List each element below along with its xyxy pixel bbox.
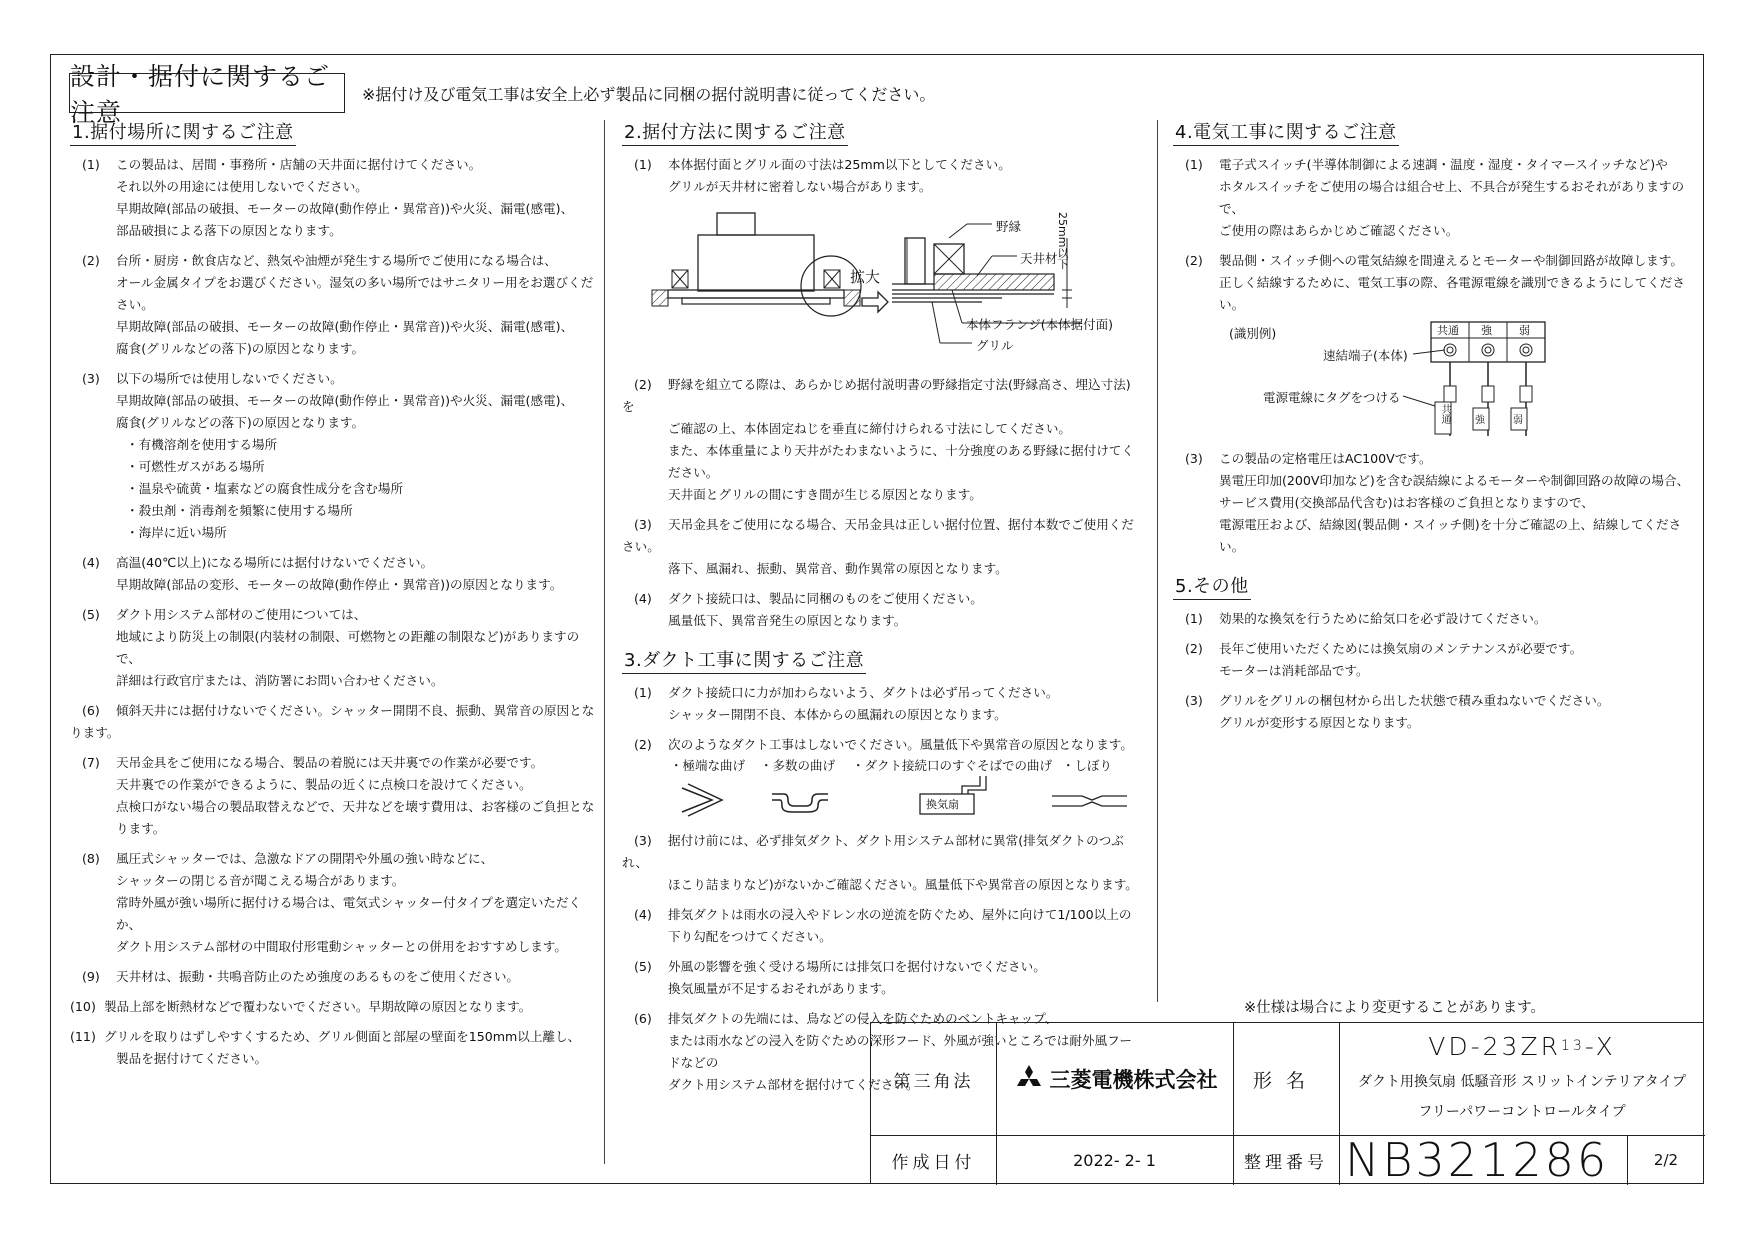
list-item bbox=[622, 588, 1142, 632]
model-description-1: ダクト用換気扇 低騒音形 スリットインテリアタイプ bbox=[1358, 1074, 1686, 1090]
model-label: 形名 bbox=[1252, 1069, 1319, 1092]
model-suffix: -X bbox=[1584, 1031, 1616, 1061]
column-left bbox=[70, 118, 600, 1084]
item-text: ほこり詰まりなど)がないかご確認ください。風量低下や異常音の原因となります。 bbox=[668, 877, 1138, 892]
item-first-line bbox=[622, 956, 1142, 978]
item-text: また、本体重量により天井がたわまないように、十分強度のある野縁に据付けてください。 bbox=[668, 443, 1134, 480]
item-number: (3) bbox=[1185, 451, 1203, 466]
duct-figure bbox=[622, 756, 1142, 822]
column-divider bbox=[604, 120, 605, 1164]
enlarge-label: 拡大 bbox=[850, 268, 881, 286]
item-text: 風圧式シャッターでは、急激なドアの開閉や外風の強い時などに、 bbox=[116, 851, 494, 866]
item-number: (1) bbox=[82, 157, 100, 172]
terminal-strong: 強 bbox=[1481, 324, 1492, 337]
duct-label: ・ダクト接続口のすぐそばでの曲げ bbox=[852, 758, 1053, 773]
item-number: (5) bbox=[82, 607, 100, 622]
section-installation-method bbox=[622, 118, 1142, 632]
number-label: 整理番号 bbox=[1244, 1152, 1328, 1173]
example-label: (識別例) bbox=[1229, 326, 1277, 341]
item-text: 製品側・スイッチ側への電気結線を間違えるとモーターや制御回路が故障します。 bbox=[1219, 253, 1683, 268]
item-text: グリルが変形する原因となります。 bbox=[1219, 715, 1420, 730]
item-first-line bbox=[622, 904, 1142, 926]
item-first-line bbox=[622, 374, 1142, 418]
terminal-weak: 弱 bbox=[1519, 324, 1530, 337]
tag-common: 共通 bbox=[1439, 404, 1450, 424]
list-item bbox=[70, 966, 600, 988]
item-number: (2) bbox=[82, 253, 100, 268]
item-number: (4) bbox=[634, 907, 652, 922]
item-text: サービス費用(交換部品代含む)はお客様のご負担となりますので、 bbox=[1219, 495, 1594, 510]
mitsubishi-logo-icon bbox=[1012, 1064, 1046, 1094]
model-sub: 13 bbox=[1560, 1038, 1585, 1054]
item-list bbox=[1173, 154, 1693, 316]
item-first-line bbox=[70, 752, 600, 774]
column-middle bbox=[622, 118, 1142, 1110]
item-number: (9) bbox=[82, 969, 100, 984]
item-text: 地域により防災上の制限(内装材の制限、可燃物との距離の制限など)がありますので、 bbox=[116, 629, 580, 666]
installation-figure bbox=[622, 198, 1142, 366]
item-first-line bbox=[1173, 638, 1693, 660]
list-item bbox=[70, 752, 600, 840]
item-text: 台所・厨房・飲食店など、熱気や油煙が発生する場所でご使用になる場合は、 bbox=[116, 253, 557, 268]
section-electrical-work bbox=[1173, 118, 1693, 558]
item-text: 傾斜天井には据付けないでください。シャッター開閉不良、振動、異常音の原因となります。 bbox=[70, 703, 595, 740]
list-item bbox=[1173, 448, 1693, 558]
item-text: 以下の場所では使用しないでください。 bbox=[116, 371, 343, 386]
item-first-line bbox=[70, 368, 600, 390]
page-number: 2/2 bbox=[1653, 1151, 1679, 1169]
item-text: ご確認の上、本体固定ねじを垂直に締付けられる寸法にしてください。 bbox=[668, 421, 1071, 436]
item-text: ダクト用システム部材のご使用については、 bbox=[116, 607, 367, 622]
bullet-item: ・海岸に近い場所 bbox=[126, 525, 227, 540]
item-list bbox=[622, 374, 1142, 632]
item-text: シャッターの閉じる音が聞こえる場合があります。 bbox=[116, 873, 405, 888]
item-text: 天井材は、振動・共鳴音防止のため強度のあるものをご使用ください。 bbox=[116, 969, 519, 984]
item-text: 排気ダクトは雨水の浸入やドレン水の逆流を防ぐため、屋外に向けて1/100以上の bbox=[668, 907, 1132, 922]
item-first-line bbox=[70, 966, 600, 988]
list-item bbox=[622, 956, 1142, 1000]
item-list bbox=[70, 154, 600, 1070]
model-number bbox=[1339, 1029, 1705, 1063]
item-first-line bbox=[1173, 250, 1693, 272]
column-divider bbox=[1157, 120, 1158, 1002]
grille-label: グリル bbox=[976, 338, 1014, 353]
terminal-common: 共通 bbox=[1437, 324, 1459, 337]
item-text: 電子式スイッチ(半導体制御による速調・温度・湿度・タイマースイッチなど)や bbox=[1219, 157, 1668, 172]
list-item bbox=[70, 250, 600, 360]
tag-weak: 弱 bbox=[1513, 415, 1523, 426]
item-number: (2) bbox=[1185, 641, 1203, 656]
flange-label: 本体フランジ(本体据付面) bbox=[966, 317, 1113, 332]
item-text: または雨水などの浸入を防ぐための深形フード、外風が強いところでは耐外風フードなどの bbox=[668, 1033, 1132, 1070]
title-block bbox=[870, 1022, 1704, 1187]
section-heading: 3.ダクト工事に関するご注意 bbox=[622, 646, 866, 674]
spec-note: ※仕様は場合により変更することがあります。 bbox=[1244, 1000, 1545, 1016]
item-text: 風量低下、異常音発生の原因となります。 bbox=[668, 613, 907, 628]
item-number: (1) bbox=[634, 685, 652, 700]
duct-label: ・極端な曲げ bbox=[670, 758, 746, 773]
item-text: グリルを取りはずしやすくするため、グリル側面と部屋の壁面を150mm以上離し、 bbox=[104, 1029, 581, 1044]
header-note: ※据付け及び電気工事は安全上必ず製品に同梱の据付説明書に従ってください。 bbox=[362, 85, 936, 104]
item-text: シャッター開閉不良、本体からの風漏れの原因となります。 bbox=[668, 707, 1007, 722]
terminal-label: 速結端子(本体) bbox=[1323, 348, 1408, 363]
duct-label: ・多数の曲げ bbox=[760, 758, 836, 773]
item-text: 長年ご使用いただくためには換気扇のメンテナンスが必要です。 bbox=[1219, 641, 1583, 656]
item-number: (6) bbox=[634, 1011, 652, 1026]
list-item bbox=[1173, 154, 1693, 242]
item-text: 異電圧印加(200V印加など)を含む誤結線によるモーターや制御回路の故障の場合、 bbox=[1219, 473, 1690, 488]
item-number: (1) bbox=[634, 157, 652, 172]
list-item bbox=[622, 374, 1142, 506]
drawing-number: NB321286 bbox=[1345, 1133, 1610, 1187]
item-text: 次のようなダクト工事はしないでください。風量低下や異常音の原因となります。 bbox=[668, 737, 1133, 752]
date-value: 2022- 2- 1 bbox=[1073, 1150, 1156, 1170]
list-item bbox=[622, 734, 1142, 756]
item-number: (3) bbox=[634, 833, 652, 848]
item-text: ダクト接続口に力が加わらないよう、ダクトは必ず吊ってください。 bbox=[668, 685, 1059, 700]
item-text: 外風の影響を強く受ける場所には排気口を据付けないでください。 bbox=[668, 959, 1046, 974]
item-text: 据付け前には、必ず排気ダクト、ダクト用システム部材に異常(排気ダクトのつぶれ、 bbox=[622, 833, 1124, 870]
item-text: 正しく結線するために、電気工事の際、各電源電線を識別できるようにしてください。 bbox=[1219, 275, 1685, 312]
section-heading: 1.据付場所に関するご注意 bbox=[70, 118, 296, 146]
item-text: ホタルスイッチをご使用の場合は組合せ上、不具合が発生するおそれがありますので、 bbox=[1219, 179, 1685, 216]
item-text: 早期故障(部品の破損、モーターの故障(動作停止・異常音))や火災、漏電(感電)、 bbox=[116, 201, 574, 216]
list-item bbox=[70, 996, 600, 1018]
item-number: (1) bbox=[1185, 157, 1203, 172]
item-first-line bbox=[70, 552, 600, 574]
list-item bbox=[1173, 638, 1693, 682]
item-first-line bbox=[622, 830, 1142, 874]
list-item bbox=[1173, 250, 1693, 316]
item-text: ダクト用システム部材を据付けてください。 bbox=[668, 1077, 919, 1092]
date-label: 作成日付 bbox=[891, 1152, 976, 1173]
list-item bbox=[70, 700, 600, 744]
item-number: (3) bbox=[82, 371, 100, 386]
item-text: 天井裏での作業ができるように、製品の近くに点検口を設けてください。 bbox=[116, 777, 532, 792]
list-item bbox=[70, 604, 600, 692]
list-item bbox=[622, 830, 1142, 896]
projection-method: 第三角法 bbox=[893, 1071, 974, 1092]
section-heading: 5.その他 bbox=[1173, 572, 1251, 600]
list-item bbox=[1173, 608, 1693, 630]
section-heading: 4.電気工事に関するご注意 bbox=[1173, 118, 1399, 146]
bullet-item: ・可燃性ガスがある場所 bbox=[126, 459, 265, 474]
list-item bbox=[622, 682, 1142, 726]
item-text: 詳細は行政官庁または、消防署にお問い合わせください。 bbox=[116, 673, 444, 688]
item-text: 天吊金具をご使用になる場合、天吊金具は正しい据付位置、据付本数でご使用ください。 bbox=[622, 517, 1134, 554]
item-text: 換気風量が不足するおそれがあります。 bbox=[668, 981, 894, 996]
item-text: 腐食(グリルなどの落下)の原因となります。 bbox=[116, 341, 365, 356]
item-text: この製品の定格電圧はAC100Vです。 bbox=[1219, 451, 1432, 466]
item-number: (4) bbox=[634, 591, 652, 606]
item-text: 早期故障(部品の変形、モーターの故障(動作停止・異常音))の原因となります。 bbox=[116, 577, 563, 592]
item-list bbox=[622, 154, 1142, 198]
item-text: 部品破損による落下の原因となります。 bbox=[116, 223, 342, 238]
item-text: 腐食(グリルなどの落下)の原因となります。 bbox=[116, 415, 365, 430]
section-heading: 2.据付方法に関するご注意 bbox=[622, 118, 848, 146]
item-number: (5) bbox=[634, 959, 652, 974]
item-text: 落下、風漏れ、振動、異常音、動作異常の原因となります。 bbox=[668, 561, 1008, 576]
company-name: 三菱電機株式会社 bbox=[1049, 1068, 1218, 1092]
item-text: 早期故障(部品の破損、モーターの故障(動作停止・異常音))や火災、漏電(感電)、 bbox=[116, 393, 574, 408]
item-number: (8) bbox=[82, 851, 100, 866]
list-item bbox=[622, 514, 1142, 580]
item-first-line bbox=[1173, 154, 1693, 176]
ceiling-label: 天井材 bbox=[1020, 251, 1058, 266]
dimension-label: 25mm以下 bbox=[1056, 212, 1069, 270]
page-title: 設計・据付に関するご注意 bbox=[69, 73, 345, 113]
item-text: 天吊金具をご使用になる場合、製品の着脱には天井裏での作業が必要です。 bbox=[116, 755, 544, 770]
item-text: 高温(40℃以上)になる場所には据付けないでください。 bbox=[116, 555, 434, 570]
item-number: (11) bbox=[70, 1029, 96, 1044]
section-installation-location bbox=[70, 118, 600, 1070]
section-other bbox=[1173, 572, 1693, 734]
duct-label: ・しぼり bbox=[1062, 758, 1113, 773]
list-item bbox=[1173, 690, 1693, 734]
item-list bbox=[1173, 608, 1693, 734]
item-text: 本体据付面とグリル面の寸法は25mm以下としてください。 bbox=[668, 157, 1011, 172]
fan-label: 換気扇 bbox=[926, 798, 959, 811]
item-number: (2) bbox=[1185, 253, 1203, 268]
item-text: オール金属タイプをお選びください。湿気の多い場所ではサニタリー用をお選びください。 bbox=[116, 275, 594, 312]
bullet-item: ・有機溶剤を使用する場所 bbox=[126, 437, 278, 452]
item-number: (3) bbox=[634, 517, 652, 532]
item-first-line bbox=[622, 588, 1142, 610]
item-text: 製品上部を断熱材などで覆わないでください。早期故障の原因となります。 bbox=[104, 999, 532, 1014]
item-first-line bbox=[70, 848, 600, 870]
list-item bbox=[70, 1026, 600, 1070]
column-right bbox=[1173, 118, 1693, 748]
item-text: ダクト接続口は、製品に同梱のものをご使用ください。 bbox=[668, 591, 983, 606]
item-first-line bbox=[622, 734, 1142, 756]
item-first-line bbox=[1173, 608, 1693, 630]
item-text: 効果的な換気を行うために給気口を必ず設けてください。 bbox=[1219, 611, 1547, 626]
item-text: ダクト用システム部材の中間取付形電動シャッターとの併用をおすすめします。 bbox=[116, 939, 567, 954]
item-list bbox=[622, 682, 1142, 756]
item-text: 常時外風が強い場所に据付ける場合は、電気式シャッター付タイプを選定いただくか、 bbox=[116, 895, 582, 932]
item-number: (2) bbox=[634, 737, 652, 752]
item-first-line bbox=[1173, 690, 1693, 712]
item-first-line bbox=[622, 154, 1142, 176]
item-text: この製品は、居間・事務所・店舗の天井面に据付けてください。 bbox=[116, 157, 482, 172]
item-first-line bbox=[70, 996, 600, 1018]
item-first-line bbox=[1173, 448, 1693, 470]
item-text: 点検口がない場合の製品取替えなどで、天井などを壊す費用は、お客様のご負担となります。 bbox=[116, 799, 595, 836]
bullet-item: ・温泉や硫黄・塩素などの腐食性成分を含む場所 bbox=[126, 481, 404, 496]
noen-label: 野縁 bbox=[996, 219, 1022, 234]
item-text: 製品を据付けてください。 bbox=[116, 1051, 268, 1066]
list-item bbox=[70, 552, 600, 596]
item-number: (10) bbox=[70, 999, 96, 1014]
item-first-line bbox=[622, 514, 1142, 558]
item-text: 野縁を組立てる際は、あらかじめ据付説明書の野縁指定寸法(野縁高さ、埋込寸法)を bbox=[622, 377, 1131, 414]
item-number: (2) bbox=[634, 377, 652, 392]
list-item bbox=[622, 904, 1142, 948]
list-item bbox=[622, 154, 1142, 198]
list-item bbox=[70, 848, 600, 958]
item-first-line bbox=[70, 604, 600, 626]
item-text: 排気ダクトの先端には、鳥などの侵入を防ぐためのベントキャップ、 bbox=[668, 1011, 1058, 1026]
model-description-2: フリーパワーコントロールタイプ bbox=[1418, 1104, 1626, 1120]
item-first-line bbox=[70, 700, 600, 744]
list-item bbox=[70, 154, 600, 242]
item-text: モーターは消耗部品です。 bbox=[1219, 663, 1369, 678]
tag-label: 電源電線にタグをつける bbox=[1263, 390, 1401, 405]
item-number: (1) bbox=[1185, 611, 1203, 626]
company-logo bbox=[996, 1023, 1233, 1135]
item-text: それ以外の用途には使用しないでください。 bbox=[116, 179, 368, 194]
item-text: 電源電圧および、結線図(製品側・スイッチ側)を十分ご確認の上、結線してください。 bbox=[1219, 517, 1682, 554]
list-item bbox=[70, 368, 600, 544]
item-number: (3) bbox=[1185, 693, 1203, 708]
item-text: 下り勾配をつけてください。 bbox=[668, 929, 832, 944]
item-first-line bbox=[70, 1026, 600, 1048]
item-number: (6) bbox=[82, 703, 100, 718]
item-text: 天井面とグリルの間にすき間が生じる原因となります。 bbox=[668, 487, 982, 502]
bullet-item: ・殺虫剤・消毒剤を頻繁に使用する場所 bbox=[126, 503, 353, 518]
item-first-line bbox=[70, 250, 600, 272]
tag-strong: 強 bbox=[1475, 415, 1485, 426]
item-list bbox=[1173, 448, 1693, 558]
item-text: 早期故障(部品の破損、モーターの故障(動作停止・異常音))や火災、漏電(感電)、 bbox=[116, 319, 574, 334]
item-number: (4) bbox=[82, 555, 100, 570]
item-text: グリルをグリルの梱包材から出した状態で積み重ねないでください。 bbox=[1219, 693, 1610, 708]
item-first-line bbox=[70, 154, 600, 176]
model-base: VD-23ZR bbox=[1428, 1031, 1561, 1061]
item-first-line bbox=[622, 682, 1142, 704]
item-text: グリルが天井材に密着しない場合があります。 bbox=[668, 179, 932, 194]
item-text: ご使用の際はあらかじめご確認ください。 bbox=[1219, 223, 1459, 238]
item-number: (7) bbox=[82, 755, 100, 770]
wiring-figure bbox=[1173, 316, 1693, 440]
